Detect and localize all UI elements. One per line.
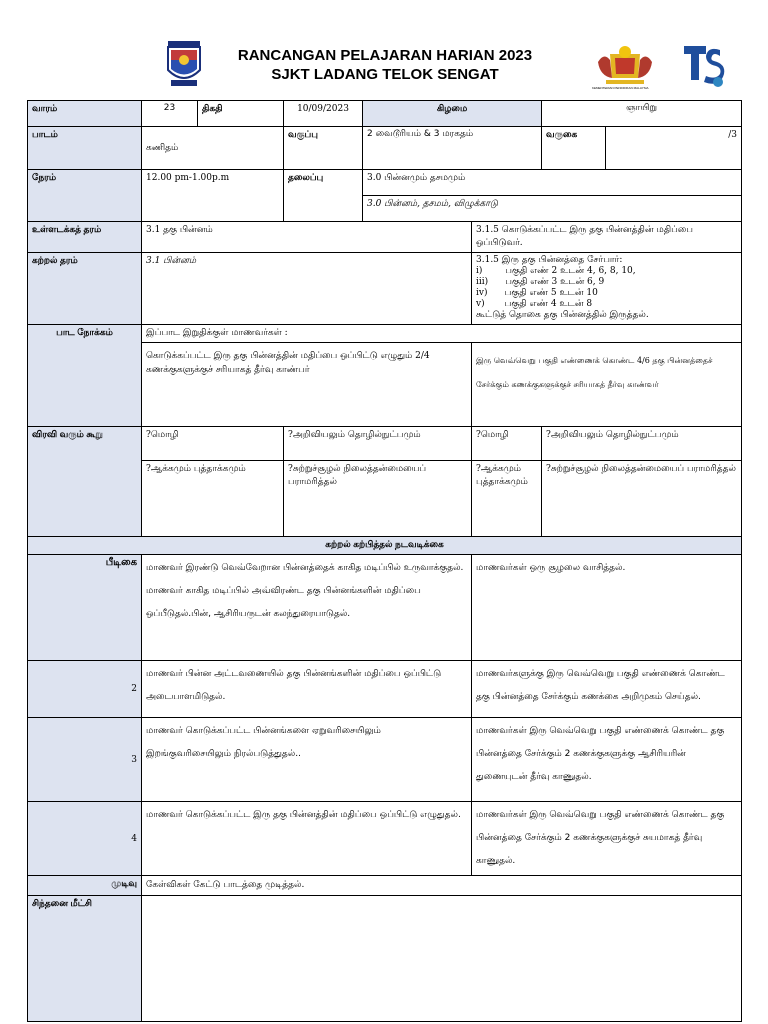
cross-element-item: ?ஆக்கமும் புத்தாக்கமும் <box>142 461 284 537</box>
activity-left: மாணவர் இரண்டு வெவ்வேறான பின்னத்தைக் காகித மடிப்பில் உருவாக்குதல். மாணவர் காகித மடிப்பில் அவ்விரண்ட தகு பின்னங்களின் மதிப்பை ஒப்பீடுதல்.பின், ஆசிரியருடன் கலந்துரையாடுதல். <box>142 555 472 661</box>
learning-standard-line: i) பகுதி எண் 2 உடன் 4, 6, 8, 10, <box>476 266 636 276</box>
date-label: திகதி <box>198 101 284 127</box>
school-badge-icon <box>680 42 726 90</box>
learning-standard-label: கற்றல் தரம் <box>28 253 142 325</box>
cross-element-item: ?சுற்றுச்சூழல் நிலைத்தன்மையைப் பராமரித்தல் <box>542 461 742 537</box>
objective-right: இரு வெவ்வெறு பகுதி எண்ணைக் கொண்ட 4/6 தகு பின்னத்தைச் சேர்க்கும் கணக்குகளுக்குச் சரியாகத் தீர்வு காண்வர் <box>472 343 742 427</box>
activity-left: மாணவர் கொடுக்கப்பட்ட இரு தகு பின்னத்தின் மதிப்பை ஒப்பிட்டு எழுதுதல். <box>142 802 472 876</box>
ministry-caption: KEMENTERIAN PENDIDIKAN MALAYSIA <box>592 86 649 90</box>
activity-step: 4 <box>28 802 142 876</box>
closing-value: கேள்விகள் கேட்டு பாடத்தை முடித்தல். <box>142 876 742 896</box>
time-value: 12.00 pm-1.00p.m <box>142 170 284 222</box>
activities-heading: கற்றல் கற்பித்தல் நடவடிக்கை <box>28 537 742 555</box>
topic-value-1: 3.0 பின்னமும் தசமமும் <box>363 170 742 196</box>
activity-left: மாணவர் பின்ன அட்டவணையில் தகு பின்னங்களின் மதிப்பை ஒப்பிட்டு அடையாளமிடுதல். <box>142 661 472 718</box>
row-activities-heading <box>28 537 742 555</box>
learning-standard-right <box>472 253 742 325</box>
objective-left: கொடுக்கப்பட்ட இரு தகு பின்னத்தின் மதிப்பை ஒப்பிட்டு எழுதும் 2/4 கணக்குகளுக்குச் சரியாகத் தீர்வு காண்பர் <box>142 343 472 427</box>
row-learning-standard <box>28 253 742 325</box>
cross-element-item: ?ஆக்கமும் புத்தாக்கமும் <box>472 461 542 537</box>
row-content-standard <box>28 222 742 253</box>
cross-element-item: ?மொழி <box>472 427 542 461</box>
cross-element-item: ?அறிவியலும் தொழில்நுட்பமும் <box>284 427 472 461</box>
week-value: 23 <box>142 101 198 127</box>
activity-right: மாணவர்களுக்கு இரு வெவ்வெறு பகுதி எண்ணைக் கொண்ட தகு பின்னத்தை சேர்க்கும் கணக்கை அறிமுகம் செய்தல். <box>472 661 742 718</box>
date-value: 10/09/2023 <box>284 101 363 127</box>
learning-standard-left: 3.1 பின்னம் <box>142 253 472 325</box>
row-closing <box>28 876 742 896</box>
activity-right: மாணவர்கள் ஒரு சூழலை வாசித்தல். <box>472 555 742 661</box>
activity-row <box>28 555 742 661</box>
learning-standard-line: iii) பகுதி எண் 3 உடன் 6, 9 <box>476 277 605 287</box>
content-standard-label: உள்ளடக்கத் தரம் <box>28 222 142 253</box>
learning-standard-line: 3.1.5 இரு தகு பின்னத்தை சேர்பார்: <box>476 255 623 265</box>
day-label: கிழமை <box>363 101 542 127</box>
content-standard-left: 3.1 தகு பின்னம் <box>142 222 472 253</box>
cross-element-item: ?அறிவியலும் தொழில்நுட்பமும் <box>542 427 742 461</box>
activity-row <box>28 802 742 876</box>
row-week <box>28 101 742 127</box>
title-line-1: RANCANGAN PELAJARAN HARIAN 2023 <box>237 47 533 64</box>
activity-step: பீடிகை <box>28 555 142 661</box>
lesson-plan-table <box>27 100 742 1022</box>
objective-label: பாட நோக்கம் <box>28 325 142 427</box>
reflection-value[interactable] <box>142 896 742 1022</box>
cross-element-item: ?மொழி <box>142 427 284 461</box>
activity-row <box>28 661 742 718</box>
class-value: 2 வைடூரியம் & 3 மரகதம் <box>363 127 542 170</box>
class-label: வகுப்பு <box>284 127 363 170</box>
activity-right: மாணவர்கள் இரு வெவ்வெறு பகுதி எண்ணைக் கொண்ட தகு பின்னத்தை சேர்க்கும் 2 கணக்குகளுக்குச் சுயமாகத் தீர்வு காணுதல். <box>472 802 742 876</box>
activity-left: மாணவர் கொடுக்கப்பட்ட பின்னங்களை ஏறுவரிசையிலும் இறங்குவரிசையிலும் நிரல்படுத்துதல்.. <box>142 718 472 802</box>
activity-row <box>28 718 742 802</box>
subject-value: கணிதம் <box>142 127 284 170</box>
day-value: ஞாயிறு <box>542 101 742 127</box>
cross-element-item: ?சுற்றுச்சூழல் நிலைத்தன்மையைப் பராமரித்தல் <box>284 461 472 537</box>
learning-standard-line: கூட்டுத் தொகை தகு பின்னத்தில் இருத்தல். <box>476 310 649 320</box>
reflection-label: சிந்தனை மீட்சி <box>28 896 142 1022</box>
cross-element-label: விரவி வரும் கூறு <box>28 427 142 537</box>
row-reflection <box>28 896 742 1022</box>
attendance-label: வருகை <box>542 127 606 170</box>
document-title <box>200 46 570 84</box>
row-objective-intro <box>28 325 742 343</box>
content-standard-right: 3.1.5 கொடுக்கப்பட்ட இரு தகு பின்னத்தின் மதிப்பை ஒப்பிடுவர். <box>472 222 742 253</box>
time-label: நேரம் <box>28 170 142 222</box>
closing-label: முடிவு <box>28 876 142 896</box>
row-time-a <box>28 170 742 196</box>
ministry-crest-icon <box>590 44 660 90</box>
topic-label: தலைப்பு <box>284 170 363 222</box>
title-line-2: SJKT LADANG TELOK SENGAT <box>271 66 499 83</box>
topic-value-2: 3.0 பின்னம், தசமம், விழுக்காடு <box>363 196 742 222</box>
school-crest-icon <box>165 40 203 88</box>
activity-right: மாணவர்கள் இரு வெவ்வெறு பகுதி எண்ணைக் கொண்ட தகு பின்னத்தை சேர்க்கும் 2 கணக்குகளுக்கு ஆசிரியரின் துணையுடன் தீர்வு காணுதல். <box>472 718 742 802</box>
learning-standard-line: v) பகுதி எண் 4 உடன் 8 <box>476 299 593 309</box>
subject-label: பாடம் <box>28 127 142 170</box>
objective-intro: இப்பாட இறுதிக்குள் மாணவர்கள் : <box>142 325 742 343</box>
week-label: வாரம் <box>28 101 142 127</box>
activity-step: 3 <box>28 718 142 802</box>
attendance-value: /3 <box>606 127 742 170</box>
row-subject <box>28 127 742 170</box>
row-cross-element-1 <box>28 427 742 461</box>
activity-step: 2 <box>28 661 142 718</box>
learning-standard-line: iv) பகுதி எண் 5 உடன் 10 <box>476 288 598 298</box>
page-header <box>0 0 768 100</box>
